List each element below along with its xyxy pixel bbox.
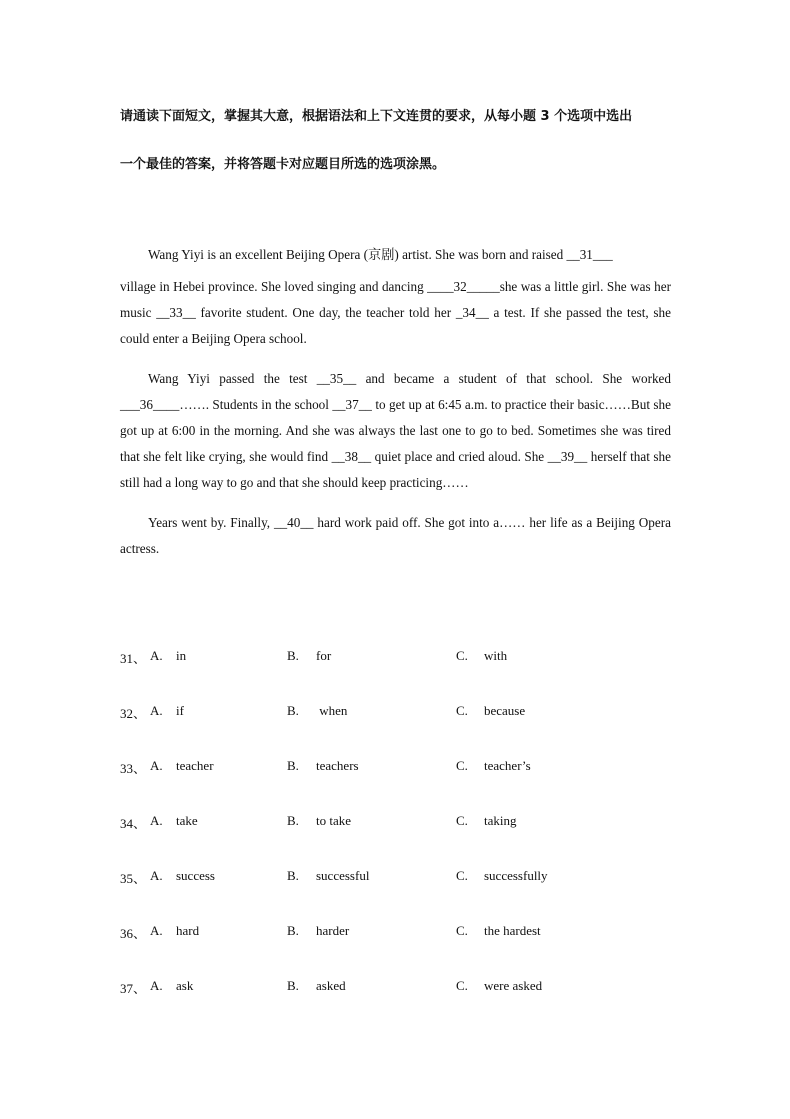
- passage-paragraph-3: Years went by. Finally, __40__ hard work paid off. She got into a…… her life as a Beijing Opera actress.: [120, 515, 671, 556]
- option-a-label: A.: [150, 978, 163, 993]
- option-a-label: A.: [150, 868, 163, 883]
- option-b-text: when: [316, 703, 348, 718]
- question-number: 35、: [120, 871, 147, 886]
- option-a-label: A.: [150, 758, 163, 773]
- option-c-text: because: [484, 703, 526, 718]
- option-b-label: B.: [287, 923, 299, 938]
- instructions-line-2: 一个最佳的答案，并将答题卡对应题目所选的选项涂黑。: [120, 157, 446, 172]
- option-row: [120, 813, 680, 868]
- question-number: 31、: [120, 651, 147, 666]
- question-number: 33、: [120, 761, 147, 776]
- option-b-label: B.: [287, 703, 299, 718]
- option-a-text: hard: [176, 923, 200, 938]
- option-c-label: C.: [456, 813, 468, 828]
- reading-passage: [120, 242, 671, 562]
- option-c-text: were asked: [484, 978, 543, 993]
- answer-options: [120, 648, 680, 1033]
- passage-paragraph-1: [120, 242, 671, 352]
- question-number: 34、: [120, 816, 147, 831]
- option-c-text: the hardest: [484, 923, 541, 938]
- option-c-text: teacher’s: [484, 758, 531, 773]
- question-number: 32、: [120, 706, 147, 721]
- option-c-text: taking: [484, 813, 517, 828]
- option-b-text: teachers: [316, 758, 359, 773]
- option-b-label: B.: [287, 648, 299, 663]
- option-row: [120, 868, 680, 923]
- option-row: [120, 978, 680, 1033]
- option-a-text: take: [176, 813, 198, 828]
- option-c-label: C.: [456, 923, 468, 938]
- option-c-text: successfully: [484, 868, 548, 883]
- option-a-label: A.: [150, 923, 163, 938]
- question-number: 37、: [120, 981, 147, 996]
- option-a-label: A.: [150, 703, 163, 718]
- option-a-label: A.: [150, 648, 163, 663]
- passage-paragraph-1-first-line: Wang Yiyi is an excellent Beijing Opera (京剧) artist. She was born and raised __31___: [148, 247, 613, 262]
- option-b-label: B.: [287, 978, 299, 993]
- option-b-text: harder: [316, 923, 350, 938]
- option-b-label: B.: [287, 868, 299, 883]
- option-a-text: ask: [176, 978, 194, 993]
- option-a-text: if: [176, 703, 184, 718]
- option-b-text: asked: [316, 978, 346, 993]
- option-b-text: successful: [316, 868, 370, 883]
- option-c-text: with: [484, 648, 508, 663]
- option-row: [120, 648, 680, 703]
- passage-paragraph-1-rest: village in Hebei province. She loved singing and dancing ____32_____she was a little girl. She was her music __33__ favorite student. One day, the teacher told her _34__ a test. If she passed the test, she could enter a Beijing Opera school.: [120, 279, 671, 346]
- option-row: [120, 923, 680, 978]
- instructions-line-1: 请通读下面短文，掌握其大意，根据语法和上下文连贯的要求，从每小题 3 个选项中选出: [120, 109, 633, 124]
- option-a-text: teacher: [176, 758, 214, 773]
- option-b-label: B.: [287, 813, 299, 828]
- option-a-text: success: [176, 868, 215, 883]
- question-number: 36、: [120, 926, 147, 941]
- option-row: [120, 703, 680, 758]
- option-c-label: C.: [456, 648, 468, 663]
- option-a-text: in: [176, 648, 187, 663]
- option-row: [120, 758, 680, 813]
- option-c-label: C.: [456, 978, 468, 993]
- option-a-label: A.: [150, 813, 163, 828]
- option-b-text: to take: [316, 813, 352, 828]
- passage-paragraph-2: Wang Yiyi passed the test __35__ and became a student of that school. She worked ___36____……. Students in the school __37__ to get up at 6:45 a.m. to practice their basic……But she got up at 6:00 in the morning. And she was always the last one to go to bed. Sometimes she was tired that she felt like crying, she would find __38__ quiet place and cried aloud. She __39__ herself that she still had a long way to go and that she should keep practicing……: [120, 371, 671, 490]
- option-c-label: C.: [456, 703, 468, 718]
- option-b-text: for: [316, 648, 332, 663]
- option-c-label: C.: [456, 758, 468, 773]
- option-b-label: B.: [287, 758, 299, 773]
- option-c-label: C.: [456, 868, 468, 883]
